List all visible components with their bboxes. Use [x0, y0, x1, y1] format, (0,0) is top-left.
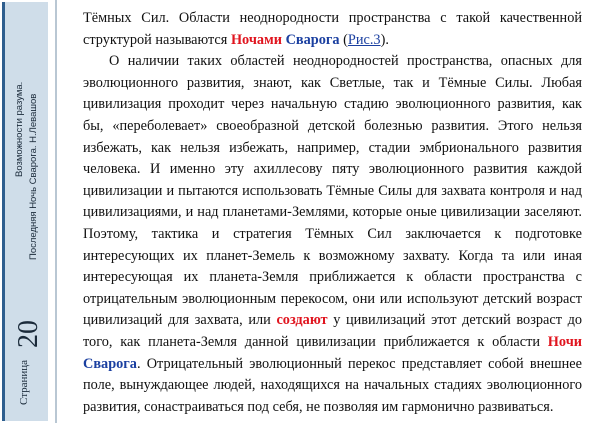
- figure-link[interactable]: Рис.3: [347, 31, 381, 48]
- term-nights: Ночами: [230, 31, 283, 48]
- sidebar-divider: [55, 0, 57, 423]
- term-svarog: Сварога: [83, 355, 137, 372]
- page-label: Страница: [18, 359, 30, 405]
- term-night: Ночи: [547, 333, 582, 350]
- term-create: создают: [276, 312, 328, 329]
- page-number: 20: [13, 320, 44, 348]
- text-span: О наличии таких областей неоднородностей пространства, опасных для эволюционного развития, знают, как Светлые, так и Тёмные Силы. Любая цивилизация проходит через начальную стадию эволюционного развития, как бы, «переболевает» своеобразной детской болезнью развития. Этого нельзя избежать, как нельзя избежать, например, стадии эмбрионального развития человека. И именно эту ахиллесову пяту эволюционного развития каждой цивилизации и пытаются использовать Тёмные Силы для захвата контроля и над цивилизациями, и над планетами-Землями, которые оные цивилизации заселяют. Поэтому, тактика и стратегия Тёмных Сил заключается к подготовке интересующих их планет-Земель к возможному захвату. Когда та или иная интересующая их планета-Земля приближается к области пространства с отрицательным эволюционным перекосом, они или используют детский возраст цивилизаций для захвата, или: [83, 53, 582, 329]
- book-subtitle: Последняя Ночь Сварога. Н.Левашов: [28, 93, 39, 260]
- term-svarog: Сварога: [285, 31, 340, 48]
- text-span: . Отрицательный эволюционный перекос представляет собой внешнее поле, вынуждающее людей, находящихся на начальных стадиях эволюционного развития, сонастраиваться под себя, не позволяя им гармонично развиваться.: [83, 355, 582, 415]
- sidebar: [2, 2, 48, 421]
- text-span: ).: [380, 31, 389, 48]
- body-text: [83, 8, 582, 418]
- text-span: (: [339, 31, 348, 48]
- text-span: Тёмных Сил. Области неоднородности пространства с такой качественной структурой называются: [83, 10, 582, 48]
- text-span: у цивилизаций этот детский возраст до того, как планета-Земля данной цивилизации приближается к области: [83, 312, 582, 350]
- paragraph-2: [83, 51, 582, 418]
- paragraph-1: [83, 8, 582, 51]
- book-title: Возможности разума.: [14, 81, 25, 177]
